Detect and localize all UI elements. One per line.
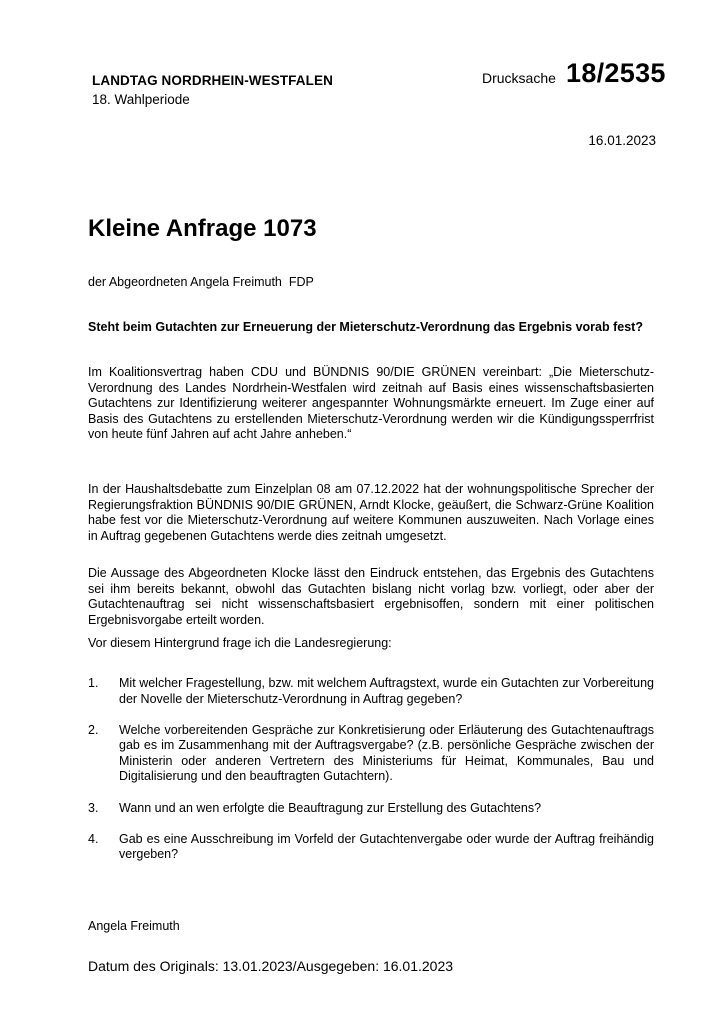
document-number: 18/2535 <box>566 58 666 88</box>
question-title: Steht beim Gutachten zur Erneuerung der Mieterschutz-Verordnung das Ergebnis vorab fest? <box>88 320 643 334</box>
document-label: Drucksache <box>482 70 556 86</box>
question-text: Mit welcher Fragestellung, bzw. mit welchem Auftragstext, wurde ein Gutachten zur Vorbereitung der Novelle der Mieterschutz-Verordnung in Auftrag gegeben? <box>119 676 654 706</box>
question-text: Welche vorbereitenden Gespräche zur Konkretisierung oder Erläuterung des Gutachtenauftrags gab es im Zusammenhang mit der Auftragsvergabe? (z.B. persönliche Gespräche zwischen der Ministerin oder anderen Vertretern des Ministeriums für Heimat, Kommunales, Bau und Digitalisierung und den beauftragten Gutachtern). <box>119 722 654 784</box>
footer-dates: Datum des Originals: 13.01.2023/Ausgegeben: 16.01.2023 <box>88 958 454 974</box>
question-item <box>88 832 654 863</box>
question-number: 3. <box>88 800 99 815</box>
legislative-period: 18. Wahlperiode <box>92 92 190 107</box>
question-text: Wann und an wen erfolgte die Beauftragung zur Erstellung des Gutachtens? <box>119 800 542 815</box>
signature-name: Angela Freimuth <box>88 919 180 933</box>
paragraph-coalition-agreement: Im Koalitionsvertrag haben CDU und BÜNDNIS 90/DIE GRÜNEN vereinbart: „Die Mieterschutz-Verordnung des Landes Nordrhein-Westfalen wird zeitnah auf Basis eines wissenschaftsbasierten Gutachtens zur Identifizierung weiterer angespannter Wohnungsmärkte erneuert. Im Zuge einer auf Basis des Gutachtens zu erstellenden Mieterschutz-Verordnung werden wir die Kündigungssperrfrist von heute fünf Jahren auf acht Jahre anheben.“ <box>88 365 654 442</box>
question-item <box>88 723 654 785</box>
page-title: Kleine Anfrage 1073 <box>88 215 317 242</box>
question-number: 2. <box>88 722 99 737</box>
questions-intro: Vor diesem Hintergrund frage ich die Landesregierung: <box>88 636 392 650</box>
question-text: Gab es eine Ausschreibung im Vorfeld der Gutachtenvergabe oder wurde der Auftrag freihändig vergeben? <box>119 831 654 862</box>
paragraph-statement-assessment: Die Aussage des Abgeordneten Klocke lässt den Eindruck entstehen, das Ergebnis des Gutachtens sei ihm bereits bekannt, obwohl das Gutachten bislang nicht vorlag bzw. vorliegt, oder aber der Gutachtenauftrag sei nicht wissenschaftsbasiert ergebnisoffen, sondern mit einer politischen Ergebnisvorgabe erteilt worden. <box>88 566 654 627</box>
document-date: 16.01.2023 <box>588 133 656 148</box>
paragraph-budget-debate: In der Haushaltsdebatte zum Einzelplan 08 am 07.12.2022 hat der wohnungspolitische Sprecher der Regierungsfraktion BÜNDNIS 90/DIE GRÜNEN, Arndt Klocke, geäußert, die Schwarz-Grüne Koalition habe fest vor die Mieterschutz-Verordnung auf weitere Kommunen auszuweiten. Nach Vorlage eines in Auftrag gegebenen Gutachtens werde dies zeitnah umgesetzt. <box>88 482 654 543</box>
question-list <box>88 676 654 878</box>
question-number: 1. <box>88 676 99 690</box>
question-item <box>88 676 654 707</box>
question-item <box>88 801 654 817</box>
question-number: 4. <box>88 831 99 846</box>
parliament-name: LANDTAG NORDRHEIN-WESTFALEN <box>92 73 333 88</box>
author-line: der Abgeordneten Angela Freimuth FDP <box>88 275 314 289</box>
